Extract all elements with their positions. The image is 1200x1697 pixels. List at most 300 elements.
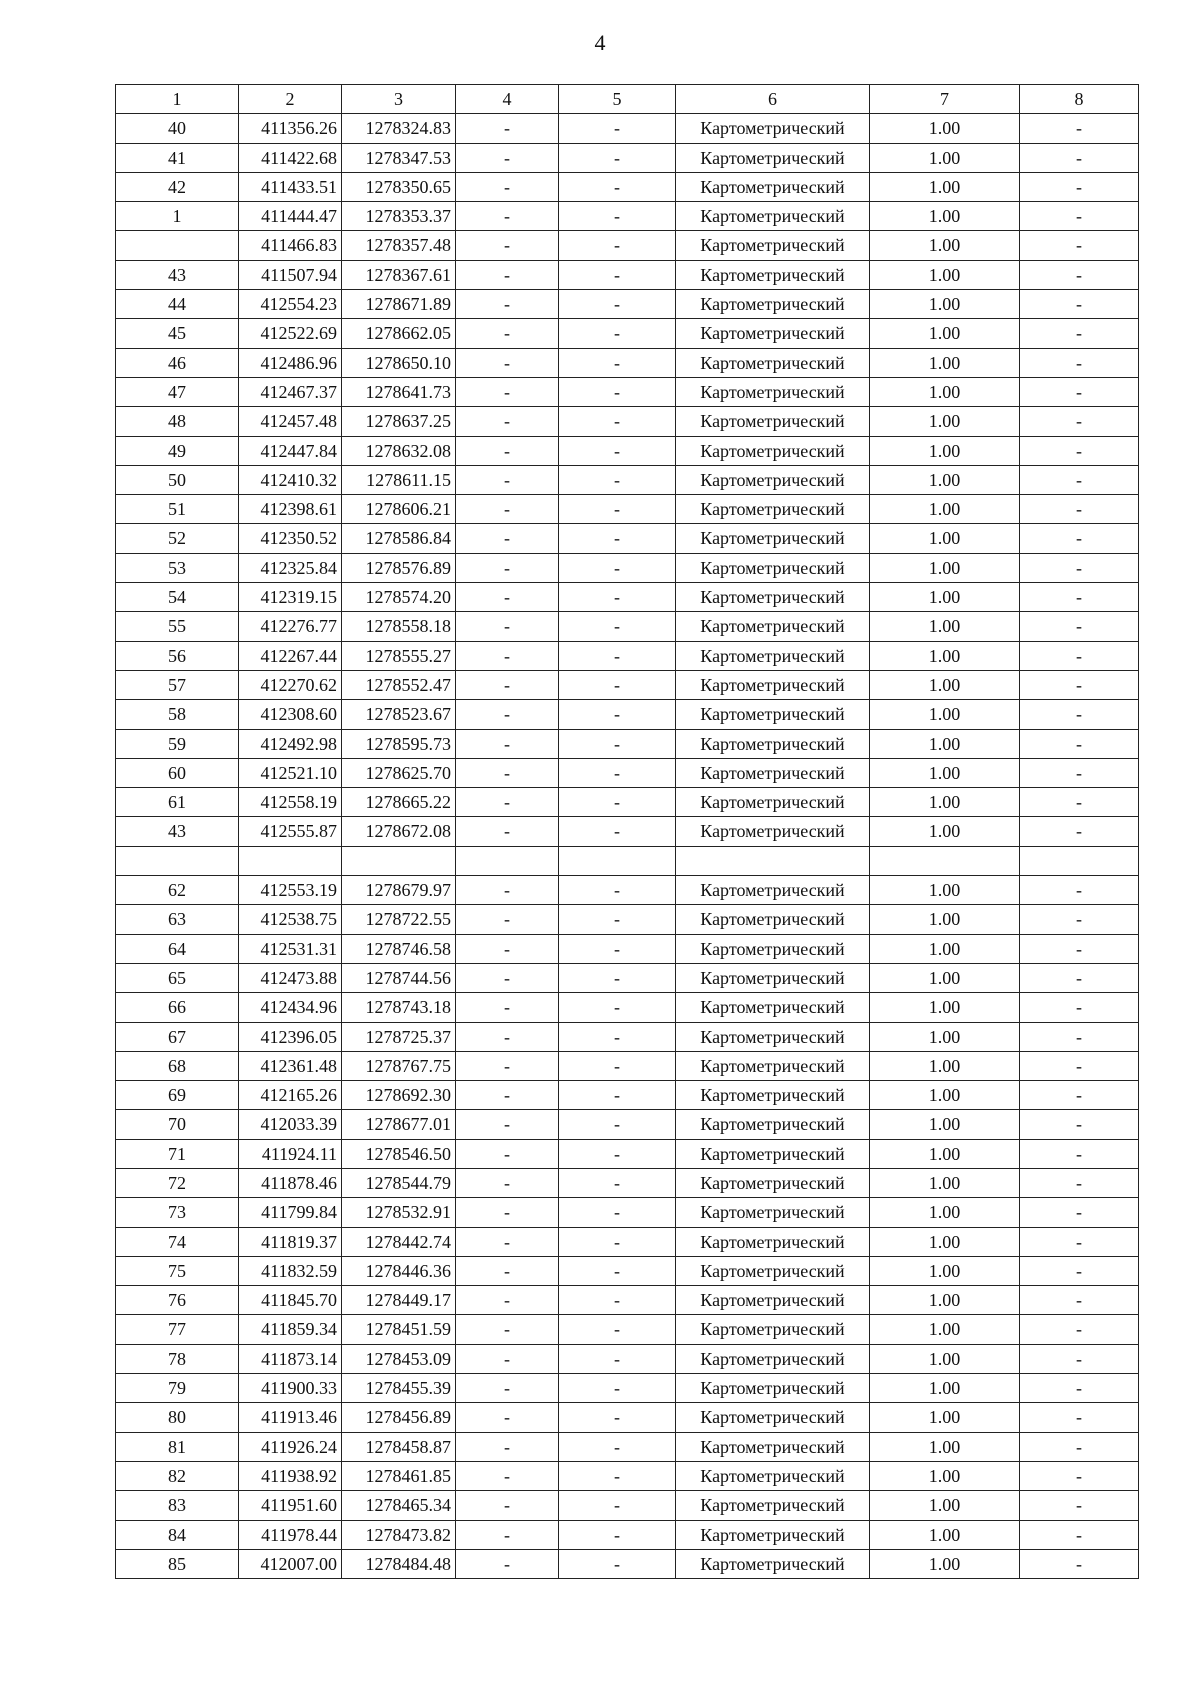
- table-row: [116, 407, 1139, 436]
- accuracy-cell: 1.00: [870, 993, 1020, 1022]
- column-4-cell: -: [456, 934, 559, 963]
- x-coordinate-cell: 412361.48: [239, 1051, 342, 1080]
- method-cell: Картометрический: [676, 1549, 870, 1578]
- x-coordinate-cell: 412521.10: [239, 758, 342, 787]
- x-coordinate-cell: 412554.23: [239, 290, 342, 319]
- y-coordinate-cell: 1278744.56: [342, 963, 456, 992]
- table-row: [116, 1286, 1139, 1315]
- y-coordinate-cell: 1278677.01: [342, 1110, 456, 1139]
- accuracy-cell: 1.00: [870, 1344, 1020, 1373]
- column-8-cell: -: [1020, 231, 1139, 260]
- column-8-cell: -: [1020, 993, 1139, 1022]
- column-8-cell: -: [1020, 290, 1139, 319]
- column-header: 5: [559, 85, 676, 114]
- accuracy-cell: 1.00: [870, 670, 1020, 699]
- accuracy-cell: 1.00: [870, 1286, 1020, 1315]
- table-row: [116, 202, 1139, 231]
- point-number-cell: 62: [116, 876, 239, 905]
- y-coordinate-cell: 1278637.25: [342, 407, 456, 436]
- x-coordinate-cell: 412467.37: [239, 377, 342, 406]
- x-coordinate-cell: 411913.46: [239, 1403, 342, 1432]
- column-8-cell: -: [1020, 905, 1139, 934]
- column-4-cell: -: [456, 1315, 559, 1344]
- y-coordinate-cell: 1278347.53: [342, 143, 456, 172]
- accuracy-cell: 1.00: [870, 1520, 1020, 1549]
- method-cell: Картометрический: [676, 1374, 870, 1403]
- y-coordinate-cell: 1278586.84: [342, 524, 456, 553]
- column-8-cell: -: [1020, 202, 1139, 231]
- column-4-cell: -: [456, 290, 559, 319]
- column-4-cell: -: [456, 1520, 559, 1549]
- column-5-cell: -: [559, 495, 676, 524]
- method-cell: Картометрический: [676, 934, 870, 963]
- x-coordinate-cell: 412319.15: [239, 583, 342, 612]
- column-4-cell: -: [456, 758, 559, 787]
- column-4-cell: -: [456, 1491, 559, 1520]
- table-row: [116, 1139, 1139, 1168]
- y-coordinate-cell: 1278546.50: [342, 1139, 456, 1168]
- y-coordinate-cell: 1278367.61: [342, 260, 456, 289]
- accuracy-cell: 1.00: [870, 202, 1020, 231]
- point-number-cell: 64: [116, 934, 239, 963]
- column-5-cell: -: [559, 1549, 676, 1578]
- x-coordinate-cell: 412538.75: [239, 905, 342, 934]
- column-4-cell: -: [456, 436, 559, 465]
- method-cell: Картометрический: [676, 583, 870, 612]
- column-4-cell: -: [456, 1374, 559, 1403]
- point-number-cell: 71: [116, 1139, 239, 1168]
- column-5-cell: -: [559, 729, 676, 758]
- y-coordinate-cell: 1278458.87: [342, 1432, 456, 1461]
- x-coordinate-cell: 412267.44: [239, 641, 342, 670]
- accuracy-cell: 1.00: [870, 876, 1020, 905]
- x-coordinate-cell: 412165.26: [239, 1081, 342, 1110]
- y-coordinate-cell: 1278641.73: [342, 377, 456, 406]
- x-coordinate-cell: 412447.84: [239, 436, 342, 465]
- point-number-cell: 42: [116, 172, 239, 201]
- point-number-cell: 43: [116, 260, 239, 289]
- accuracy-cell: 1.00: [870, 1315, 1020, 1344]
- column-8-cell: -: [1020, 319, 1139, 348]
- column-5-cell: -: [559, 143, 676, 172]
- y-coordinate-cell: 1278679.97: [342, 876, 456, 905]
- column-4-cell: -: [456, 1139, 559, 1168]
- column-5-cell: -: [559, 1051, 676, 1080]
- table-row: [116, 963, 1139, 992]
- y-coordinate-cell: 1278357.48: [342, 231, 456, 260]
- x-coordinate-cell: [239, 846, 342, 875]
- column-4-cell: -: [456, 231, 559, 260]
- point-number-cell: 78: [116, 1344, 239, 1373]
- column-header: 3: [342, 85, 456, 114]
- column-4-cell: -: [456, 553, 559, 582]
- table-row: [116, 993, 1139, 1022]
- point-number-cell: 80: [116, 1403, 239, 1432]
- table-row: [116, 876, 1139, 905]
- column-4-cell: -: [456, 963, 559, 992]
- accuracy-cell: 1.00: [870, 729, 1020, 758]
- column-8-cell: -: [1020, 788, 1139, 817]
- y-coordinate-cell: 1278473.82: [342, 1520, 456, 1549]
- accuracy-cell: 1.00: [870, 934, 1020, 963]
- column-8-cell: -: [1020, 553, 1139, 582]
- point-number-cell: 41: [116, 143, 239, 172]
- column-8-cell: -: [1020, 436, 1139, 465]
- point-number-cell: 85: [116, 1549, 239, 1578]
- method-cell: Картометрический: [676, 1198, 870, 1227]
- table-row: [116, 377, 1139, 406]
- column-8-cell: -: [1020, 1491, 1139, 1520]
- y-coordinate-cell: 1278632.08: [342, 436, 456, 465]
- accuracy-cell: 1.00: [870, 465, 1020, 494]
- point-number-cell: 52: [116, 524, 239, 553]
- table-row: [116, 846, 1139, 875]
- x-coordinate-cell: 412473.88: [239, 963, 342, 992]
- point-number-cell: 53: [116, 553, 239, 582]
- method-cell: Картометрический: [676, 1491, 870, 1520]
- table-row: [116, 1491, 1139, 1520]
- table-row: [116, 1374, 1139, 1403]
- method-cell: [676, 846, 870, 875]
- accuracy-cell: 1.00: [870, 1168, 1020, 1197]
- method-cell: Картометрический: [676, 729, 870, 758]
- table-row: [116, 583, 1139, 612]
- accuracy-cell: 1.00: [870, 1139, 1020, 1168]
- accuracy-cell: 1.00: [870, 407, 1020, 436]
- column-5-cell: -: [559, 290, 676, 319]
- column-5-cell: -: [559, 202, 676, 231]
- column-8-cell: [1020, 846, 1139, 875]
- column-5-cell: -: [559, 1022, 676, 1051]
- method-cell: Картометрический: [676, 1081, 870, 1110]
- column-4-cell: -: [456, 1403, 559, 1432]
- column-8-cell: -: [1020, 143, 1139, 172]
- table-body: [116, 114, 1139, 1579]
- y-coordinate-cell: 1278353.37: [342, 202, 456, 231]
- column-4-cell: -: [456, 260, 559, 289]
- method-cell: Картометрический: [676, 202, 870, 231]
- y-coordinate-cell: 1278606.21: [342, 495, 456, 524]
- x-coordinate-cell: 411951.60: [239, 1491, 342, 1520]
- table-row: [116, 495, 1139, 524]
- accuracy-cell: 1.00: [870, 1549, 1020, 1578]
- column-8-cell: -: [1020, 934, 1139, 963]
- column-4-cell: -: [456, 1549, 559, 1578]
- column-4-cell: -: [456, 905, 559, 934]
- column-4-cell: -: [456, 1081, 559, 1110]
- y-coordinate-cell: 1278532.91: [342, 1198, 456, 1227]
- column-8-cell: -: [1020, 1168, 1139, 1197]
- column-8-cell: -: [1020, 172, 1139, 201]
- column-5-cell: -: [559, 1081, 676, 1110]
- accuracy-cell: 1.00: [870, 436, 1020, 465]
- method-cell: Картометрический: [676, 993, 870, 1022]
- point-number-cell: 81: [116, 1432, 239, 1461]
- x-coordinate-cell: 412276.77: [239, 612, 342, 641]
- accuracy-cell: 1.00: [870, 1256, 1020, 1285]
- column-8-cell: -: [1020, 114, 1139, 143]
- accuracy-cell: 1.00: [870, 1403, 1020, 1432]
- point-number-cell: 58: [116, 700, 239, 729]
- y-coordinate-cell: 1278324.83: [342, 114, 456, 143]
- column-8-cell: -: [1020, 1051, 1139, 1080]
- column-8-cell: -: [1020, 963, 1139, 992]
- column-4-cell: -: [456, 465, 559, 494]
- y-coordinate-cell: 1278461.85: [342, 1461, 456, 1490]
- column-5-cell: -: [559, 1374, 676, 1403]
- point-number-cell: 66: [116, 993, 239, 1022]
- point-number-cell: 56: [116, 641, 239, 670]
- method-cell: Картометрический: [676, 641, 870, 670]
- x-coordinate-cell: 412308.60: [239, 700, 342, 729]
- y-coordinate-cell: 1278662.05: [342, 319, 456, 348]
- accuracy-cell: 1.00: [870, 1461, 1020, 1490]
- y-coordinate-cell: 1278767.75: [342, 1051, 456, 1080]
- y-coordinate-cell: 1278558.18: [342, 612, 456, 641]
- y-coordinate-cell: 1278552.47: [342, 670, 456, 699]
- column-4-cell: -: [456, 1344, 559, 1373]
- point-number-cell: 75: [116, 1256, 239, 1285]
- method-cell: Картометрический: [676, 612, 870, 641]
- method-cell: Картометрический: [676, 1520, 870, 1549]
- table-row: [116, 905, 1139, 934]
- column-4-cell: -: [456, 377, 559, 406]
- x-coordinate-cell: 411433.51: [239, 172, 342, 201]
- point-number-cell: 73: [116, 1198, 239, 1227]
- column-8-cell: -: [1020, 1374, 1139, 1403]
- column-4-cell: -: [456, 788, 559, 817]
- accuracy-cell: 1.00: [870, 905, 1020, 934]
- point-number-cell: 55: [116, 612, 239, 641]
- table-row: [116, 114, 1139, 143]
- table-row: [116, 1461, 1139, 1490]
- column-8-cell: -: [1020, 1286, 1139, 1315]
- column-5-cell: -: [559, 817, 676, 846]
- point-number-cell: 72: [116, 1168, 239, 1197]
- method-cell: Картометрический: [676, 1110, 870, 1139]
- point-number-cell: 77: [116, 1315, 239, 1344]
- x-coordinate-cell: 411832.59: [239, 1256, 342, 1285]
- y-coordinate-cell: 1278746.58: [342, 934, 456, 963]
- point-number-cell: 84: [116, 1520, 239, 1549]
- method-cell: Картометрический: [676, 1168, 870, 1197]
- column-header: 2: [239, 85, 342, 114]
- x-coordinate-cell: 411926.24: [239, 1432, 342, 1461]
- table-row: [116, 700, 1139, 729]
- method-cell: Картометрический: [676, 1051, 870, 1080]
- column-8-cell: -: [1020, 729, 1139, 758]
- column-8-cell: -: [1020, 1022, 1139, 1051]
- column-4-cell: -: [456, 1256, 559, 1285]
- accuracy-cell: 1.00: [870, 963, 1020, 992]
- accuracy-cell: 1.00: [870, 788, 1020, 817]
- method-cell: Картометрический: [676, 172, 870, 201]
- point-number-cell: 61: [116, 788, 239, 817]
- table-row: [116, 1344, 1139, 1373]
- x-coordinate-cell: 411444.47: [239, 202, 342, 231]
- y-coordinate-cell: 1278446.36: [342, 1256, 456, 1285]
- point-number-cell: 1: [116, 202, 239, 231]
- column-8-cell: -: [1020, 260, 1139, 289]
- column-8-cell: -: [1020, 1139, 1139, 1168]
- column-8-cell: -: [1020, 495, 1139, 524]
- column-8-cell: -: [1020, 1403, 1139, 1432]
- method-cell: Картометрический: [676, 817, 870, 846]
- x-coordinate-cell: 412350.52: [239, 524, 342, 553]
- point-number-cell: [116, 846, 239, 875]
- method-cell: Картометрический: [676, 905, 870, 934]
- point-number-cell: 49: [116, 436, 239, 465]
- table-row: [116, 641, 1139, 670]
- column-header: 8: [1020, 85, 1139, 114]
- x-coordinate-cell: 411466.83: [239, 231, 342, 260]
- column-5-cell: -: [559, 260, 676, 289]
- x-coordinate-cell: 412398.61: [239, 495, 342, 524]
- column-8-cell: -: [1020, 377, 1139, 406]
- x-coordinate-cell: 412531.31: [239, 934, 342, 963]
- column-5-cell: -: [559, 641, 676, 670]
- method-cell: Картометрический: [676, 758, 870, 787]
- column-4-cell: -: [456, 495, 559, 524]
- y-coordinate-cell: 1278725.37: [342, 1022, 456, 1051]
- column-8-cell: -: [1020, 1110, 1139, 1139]
- column-4-cell: -: [456, 1168, 559, 1197]
- point-number-cell: 76: [116, 1286, 239, 1315]
- x-coordinate-cell: 411900.33: [239, 1374, 342, 1403]
- table-row: [116, 729, 1139, 758]
- column-8-cell: -: [1020, 700, 1139, 729]
- point-number-cell: 43: [116, 817, 239, 846]
- column-4-cell: -: [456, 641, 559, 670]
- column-8-cell: -: [1020, 1344, 1139, 1373]
- table-row: [116, 1227, 1139, 1256]
- method-cell: Картометрический: [676, 876, 870, 905]
- table-row: [116, 1168, 1139, 1197]
- method-cell: Картометрический: [676, 348, 870, 377]
- table-row: [116, 1198, 1139, 1227]
- column-8-cell: -: [1020, 465, 1139, 494]
- table-row: [116, 1403, 1139, 1432]
- column-5-cell: -: [559, 1198, 676, 1227]
- table-row: [116, 524, 1139, 553]
- column-4-cell: -: [456, 524, 559, 553]
- y-coordinate-cell: 1278453.09: [342, 1344, 456, 1373]
- point-number-cell: 60: [116, 758, 239, 787]
- column-header: 6: [676, 85, 870, 114]
- table-row: [116, 290, 1139, 319]
- column-4-cell: -: [456, 817, 559, 846]
- x-coordinate-cell: 411978.44: [239, 1520, 342, 1549]
- column-5-cell: -: [559, 758, 676, 787]
- column-8-cell: -: [1020, 641, 1139, 670]
- point-number-cell: 74: [116, 1227, 239, 1256]
- column-5-cell: -: [559, 612, 676, 641]
- method-cell: Картометрический: [676, 670, 870, 699]
- method-cell: Картометрический: [676, 524, 870, 553]
- table-row: [116, 348, 1139, 377]
- method-cell: Картометрический: [676, 1344, 870, 1373]
- accuracy-cell: 1.00: [870, 319, 1020, 348]
- table-row: [116, 1110, 1139, 1139]
- table-row: [116, 1051, 1139, 1080]
- column-8-cell: -: [1020, 348, 1139, 377]
- y-coordinate-cell: 1278544.79: [342, 1168, 456, 1197]
- accuracy-cell: [870, 846, 1020, 875]
- x-coordinate-cell: 412033.39: [239, 1110, 342, 1139]
- point-number-cell: [116, 231, 239, 260]
- accuracy-cell: 1.00: [870, 495, 1020, 524]
- method-cell: Картометрический: [676, 553, 870, 582]
- point-number-cell: 83: [116, 1491, 239, 1520]
- method-cell: Картометрический: [676, 1022, 870, 1051]
- column-4-cell: -: [456, 1022, 559, 1051]
- table-row: [116, 319, 1139, 348]
- accuracy-cell: 1.00: [870, 700, 1020, 729]
- accuracy-cell: 1.00: [870, 1081, 1020, 1110]
- column-4-cell: -: [456, 612, 559, 641]
- y-coordinate-cell: 1278555.27: [342, 641, 456, 670]
- column-4-cell: -: [456, 729, 559, 758]
- x-coordinate-cell: 411799.84: [239, 1198, 342, 1227]
- accuracy-cell: 1.00: [870, 377, 1020, 406]
- column-5-cell: -: [559, 465, 676, 494]
- method-cell: Картометрический: [676, 319, 870, 348]
- y-coordinate-cell: [342, 846, 456, 875]
- point-number-cell: 69: [116, 1081, 239, 1110]
- column-5-cell: -: [559, 407, 676, 436]
- column-4-cell: [456, 846, 559, 875]
- column-4-cell: -: [456, 993, 559, 1022]
- column-4-cell: -: [456, 1432, 559, 1461]
- table-header-row: [116, 85, 1139, 114]
- method-cell: Картометрический: [676, 114, 870, 143]
- y-coordinate-cell: 1278465.34: [342, 1491, 456, 1520]
- table-row: [116, 1315, 1139, 1344]
- column-4-cell: -: [456, 319, 559, 348]
- x-coordinate-cell: 412522.69: [239, 319, 342, 348]
- column-8-cell: -: [1020, 1081, 1139, 1110]
- x-coordinate-cell: 412553.19: [239, 876, 342, 905]
- column-8-cell: -: [1020, 817, 1139, 846]
- column-5-cell: -: [559, 377, 676, 406]
- x-coordinate-cell: 411924.11: [239, 1139, 342, 1168]
- column-8-cell: -: [1020, 876, 1139, 905]
- y-coordinate-cell: 1278350.65: [342, 172, 456, 201]
- column-5-cell: -: [559, 1432, 676, 1461]
- method-cell: Картометрический: [676, 1139, 870, 1168]
- table-row: [116, 817, 1139, 846]
- accuracy-cell: 1.00: [870, 758, 1020, 787]
- column-5-cell: -: [559, 700, 676, 729]
- accuracy-cell: 1.00: [870, 114, 1020, 143]
- point-number-cell: 44: [116, 290, 239, 319]
- accuracy-cell: 1.00: [870, 553, 1020, 582]
- y-coordinate-cell: 1278456.89: [342, 1403, 456, 1432]
- x-coordinate-cell: 412486.96: [239, 348, 342, 377]
- method-cell: Картометрический: [676, 1461, 870, 1490]
- method-cell: Картометрический: [676, 1432, 870, 1461]
- x-coordinate-cell: 411507.94: [239, 260, 342, 289]
- table-row: [116, 1256, 1139, 1285]
- y-coordinate-cell: 1278451.59: [342, 1315, 456, 1344]
- point-number-cell: 46: [116, 348, 239, 377]
- point-number-cell: 59: [116, 729, 239, 758]
- column-header: 7: [870, 85, 1020, 114]
- x-coordinate-cell: 411859.34: [239, 1315, 342, 1344]
- table-row: [116, 934, 1139, 963]
- column-5-cell: -: [559, 1491, 676, 1520]
- x-coordinate-cell: 411873.14: [239, 1344, 342, 1373]
